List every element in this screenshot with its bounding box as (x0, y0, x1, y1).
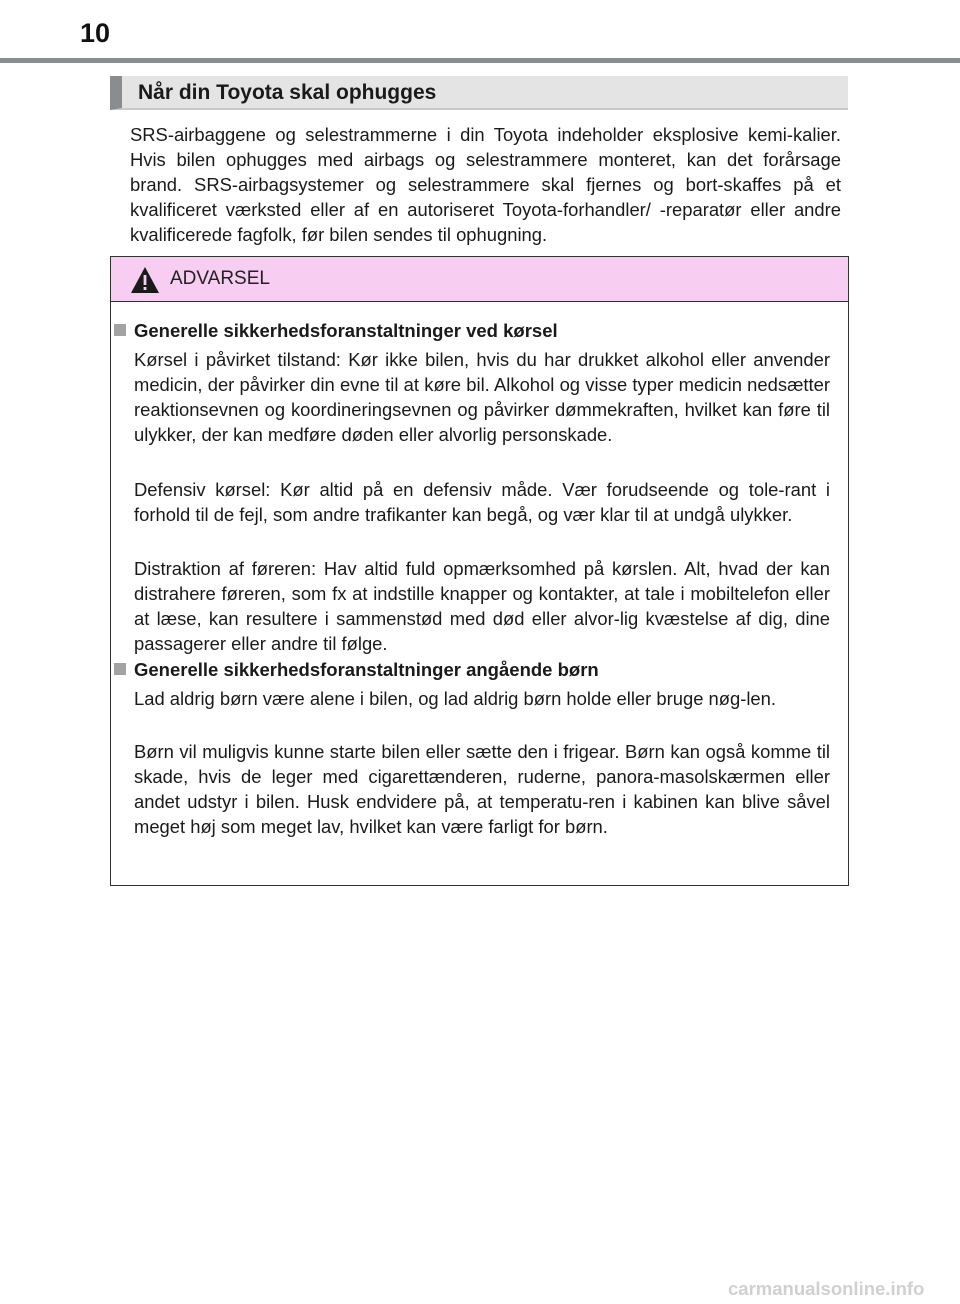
warning-triangle-icon (130, 266, 160, 294)
watermark-logo (728, 1275, 956, 1301)
svg-text:carmanualsonline.info: carmanualsonline.info (728, 1278, 925, 1299)
bullet-square-icon (114, 324, 126, 336)
bullet-square-icon (114, 663, 126, 675)
warning-paragraph: Distraktion af føreren: Hav altid fuld opmærksomhed på kørslen. Alt, hvad der kan distrahere føreren, som fx at indstille knapper og kontakter, at tale i mobiltelefon eller at læse, kan resultere i sammenstød med død eller alvor-lig kvæstelse af dig, dine passagerer eller andre til følge. (134, 558, 830, 654)
warning-box (110, 256, 849, 886)
page-number: 10 (80, 18, 111, 48)
section-heading (110, 76, 848, 110)
warning-item-heading (114, 320, 558, 342)
warning-item-heading-text: Generelle sikkerhedsforanstaltninger ved kørsel (134, 320, 558, 341)
warning-paragraph: Lad aldrig børn være alene i bilen, og lad aldrig børn holde eller bruge nøg-len. (134, 688, 777, 709)
warning-header (111, 257, 848, 302)
warning-title: ADVARSEL (170, 268, 270, 289)
warning-paragraph: Kørsel i påvirket tilstand: Kør ikke bilen, hvis du har drukket alkohol eller anvender medicin, der påvirker din evne til at køre bil. Alkohol og visse typer medicin nedsætter reaktionsevnen og koordineringsevnen og påvirker dømmekraften, hvilket kan føre til ulykker, der kan medføre døden eller alvorlig personskade. (134, 349, 830, 445)
section-title: Når din Toyota skal ophugges (138, 81, 437, 104)
warning-paragraph: Defensiv kørsel: Kør altid på en defensiv måde. Vær forudseende og tole-rant i forhold til de fejl, som andre trafikanter kan begå, og vær klar til at undgå ulykker. (134, 479, 830, 525)
warning-paragraph: Børn vil muligvis kunne starte bilen eller sætte den i frigear. Børn kan også komme til skade, hvis de leger med cigarettænderen, ruderne, panora-masolskærmen eller andet udstyr i bilen. Husk endvidere på, at temperatu-ren i kabinen kan blive såvel meget høj som meget lav, hvilket kan være farligt for børn. (134, 741, 830, 837)
warning-item-heading-text: Generelle sikkerhedsforanstaltninger angående børn (134, 659, 599, 680)
warning-item-heading (114, 659, 599, 681)
top-rule (0, 58, 960, 63)
intro-paragraph: SRS-airbaggene og selestrammerne i din Toyota indeholder eksplosive kemi-kalier. Hvis bilen ophugges med airbags og selestrammere monteret, kan det forårsage brand. SRS-airbagsystemer og selestrammere skal fjernes og bort-skaffes på et kvalificeret værksted eller af en autoriseret Toyota-forhandler/ -reparatør eller andre kvalificerede fagfolk, før bilen sendes til ophugning. (130, 124, 841, 245)
